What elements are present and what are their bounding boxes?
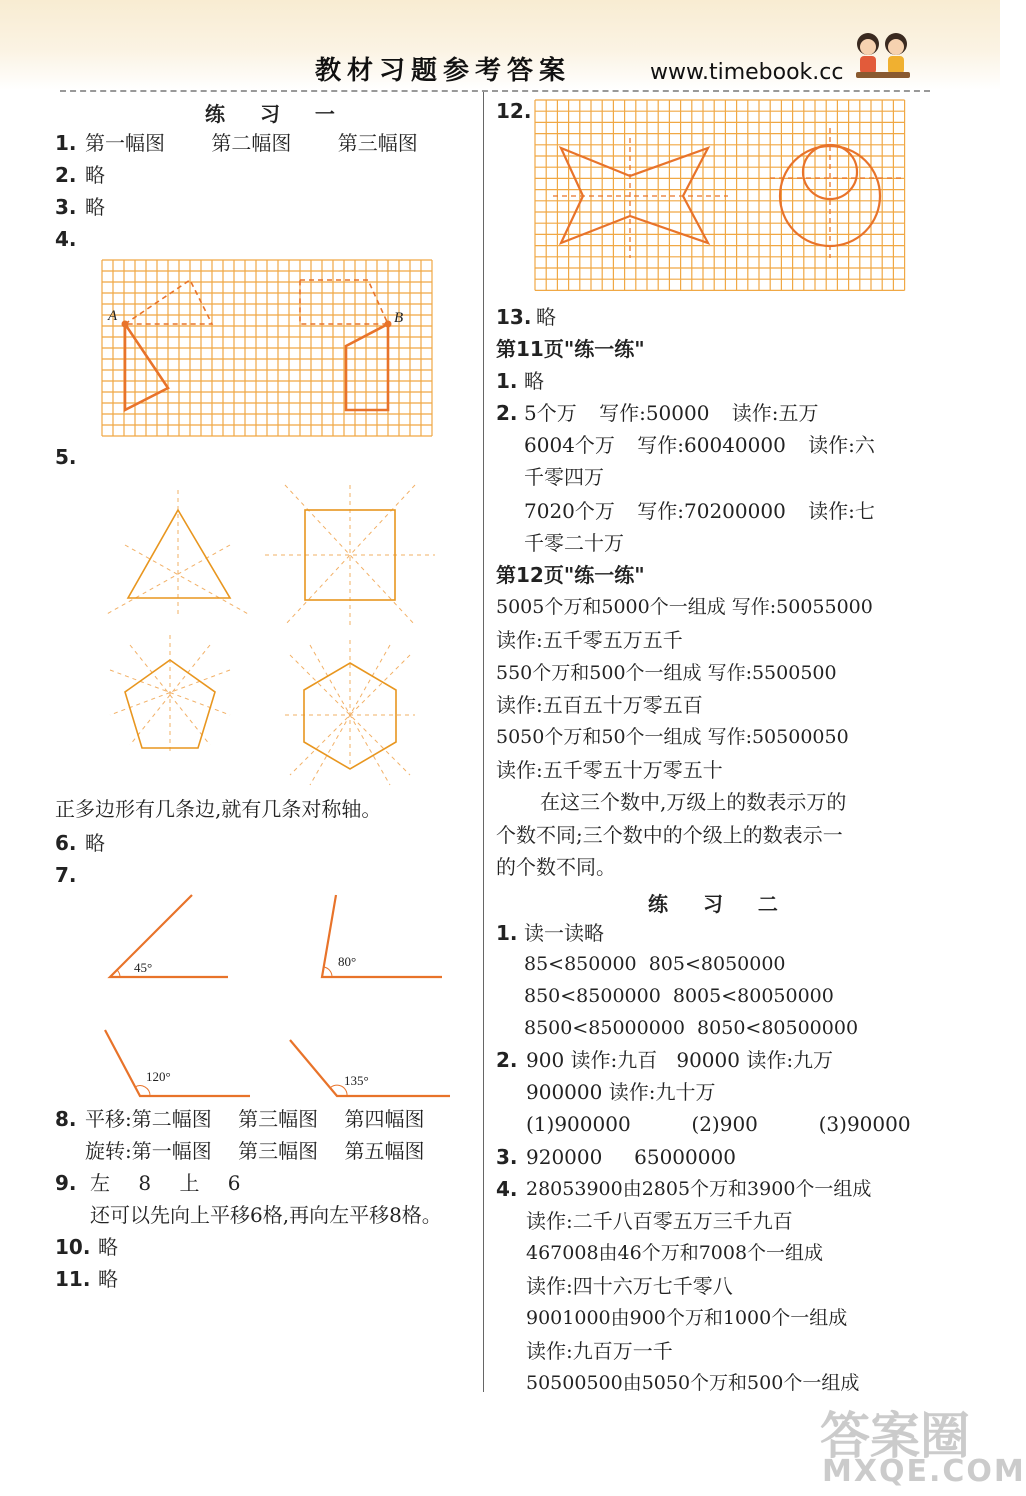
section-title-exercise-2: 练 习 二 — [648, 892, 792, 916]
p12-line4: 读作:五百五十万零五百 — [496, 693, 703, 717]
q3-number: 3. — [55, 195, 77, 219]
e2-q4-line7: 50500500由5050个万和500个一组成 — [526, 1372, 860, 1394]
header-divider — [60, 90, 930, 92]
q5-polygons-figure — [100, 480, 460, 780]
e2-q3-number: 3. — [496, 1145, 518, 1169]
e2-q3-answer: 920000 65000000 — [526, 1145, 736, 1169]
p11-q1-number: 1. — [496, 369, 518, 393]
e2-q1-line4: 8500<85000000 8050<80500000 — [524, 1017, 859, 1039]
e2-q4-line4: 读作:四十六万七千零八 — [526, 1274, 733, 1298]
e2-q4-line5: 9001000由900个万和1000个一组成 — [526, 1307, 848, 1329]
point-b-label: B — [394, 310, 404, 326]
e2-q2-number: 2. — [496, 1048, 518, 1072]
q2-number: 2. — [55, 163, 77, 187]
watermark-logo: 答案圈 — [820, 1407, 970, 1465]
q9-number: 9. — [55, 1171, 77, 1195]
p12-line9: 的个数不同。 — [496, 855, 616, 879]
e2-q1-answer: 读一读略 — [524, 921, 604, 945]
p11-q2-line2: 6004个万 写作:60040000 读作:六 — [524, 433, 875, 457]
q7-number: 7. — [55, 863, 77, 887]
q10-answer: 略 — [98, 1235, 118, 1259]
point-a-label: A — [108, 308, 118, 324]
q11-number: 11. — [55, 1267, 91, 1291]
q1-answer: 第一幅图 第二幅图 第三幅图 — [85, 131, 418, 155]
q4-number: 4. — [55, 227, 77, 251]
p12-line3: 550个万和500个一组成 写作:5500500 — [496, 662, 837, 684]
q8-line2: 旋转:第一幅图 第三幅图 第五幅图 — [85, 1139, 425, 1163]
q10-number: 10. — [55, 1235, 91, 1259]
q1-number: 1. — [55, 131, 77, 155]
p11-q2-number: 2. — [496, 401, 518, 425]
e2-q4-line3: 467008由46个万和7008个一组成 — [526, 1242, 824, 1264]
q4-grid-figure — [100, 258, 440, 438]
kids-mascot-icon — [848, 28, 918, 84]
p12-line5: 5050个万和50个一组成 写作:50500050 — [496, 726, 849, 748]
p12-line2: 读作:五千零五万五千 — [496, 628, 683, 652]
q5-number: 5. — [55, 445, 77, 469]
p11-section-title: 第11页"练一练" — [496, 337, 645, 361]
angle-80-label: 80° — [338, 954, 357, 969]
angle-45-label: 45° — [134, 960, 153, 975]
p11-q2-line4: 7020个万 写作:70200000 读作:七 — [524, 499, 875, 523]
q8-line1: 平移:第二幅图 第三幅图 第四幅图 — [85, 1107, 425, 1131]
p12-line1: 5005个万和5000个一组成 写作:50055000 — [496, 596, 873, 618]
p12-line7: 在这三个数中,万级上的数表示万的 — [540, 790, 847, 814]
angle-135-label: 135° — [344, 1073, 369, 1088]
e2-q4-line6: 读作:九百万一千 — [526, 1339, 673, 1363]
p11-q2-line5: 千零二十万 — [524, 531, 624, 555]
e2-q1-line3: 850<8500000 8005<80050000 — [524, 985, 834, 1007]
q3-answer: 略 — [85, 195, 105, 219]
q6-number: 6. — [55, 831, 77, 855]
column-divider — [483, 92, 484, 1392]
q12-grid-figure — [533, 98, 908, 296]
q6-answer: 略 — [85, 831, 105, 855]
watermark-url: MXQE.COM — [822, 1454, 1026, 1489]
p11-q1-answer: 略 — [524, 369, 544, 393]
p11-q2-line1: 5个万 写作:50000 读作:五万 — [524, 401, 819, 425]
q9-line1: 左 8 上 6 — [90, 1171, 241, 1195]
e2-q4-line1: 28053900由2805个万和3900个一组成 — [526, 1178, 872, 1200]
e2-q4-line2: 读作:二千八百零五万三千九百 — [526, 1209, 793, 1233]
p12-line6: 读作:五千零五十万零五十 — [496, 758, 723, 782]
e2-q4-number: 4. — [496, 1177, 518, 1201]
q8-number: 8. — [55, 1107, 77, 1131]
section-title-exercise-1: 练 习 一 — [205, 102, 349, 126]
header-url: www.timebook.cc — [650, 60, 844, 85]
q13-number: 13. — [496, 305, 532, 329]
e2-q2-line1: 900 读作:九百 90000 读作:九万 — [526, 1048, 834, 1072]
p12-section-title: 第12页"练一练" — [496, 563, 645, 587]
e2-q1-line2: 85<850000 805<8050000 — [524, 953, 786, 975]
e2-q2-line2: 900000 读作:九十万 — [526, 1080, 716, 1104]
q9-line2: 还可以先向上平移6格,再向左平移8格。 — [90, 1203, 442, 1227]
q13-answer: 略 — [536, 305, 556, 329]
q11-answer: 略 — [98, 1267, 118, 1291]
q7-angles-figure — [100, 890, 460, 1100]
q5-note: 正多边形有几条边,就有几条对称轴。 — [55, 797, 382, 821]
page-header-title: 教材习题参考答案 — [315, 56, 572, 86]
p12-line8: 个数不同;三个数中的个级上的数表示一 — [496, 823, 843, 847]
e2-q2-line3: (1)900000 (2)900 (3)90000 — [526, 1112, 911, 1136]
q12-number: 12. — [496, 99, 532, 123]
p11-q2-line3: 千零四万 — [524, 465, 604, 489]
e2-q1-number: 1. — [496, 921, 518, 945]
angle-120-label: 120° — [146, 1069, 171, 1084]
q2-answer: 略 — [85, 163, 105, 187]
